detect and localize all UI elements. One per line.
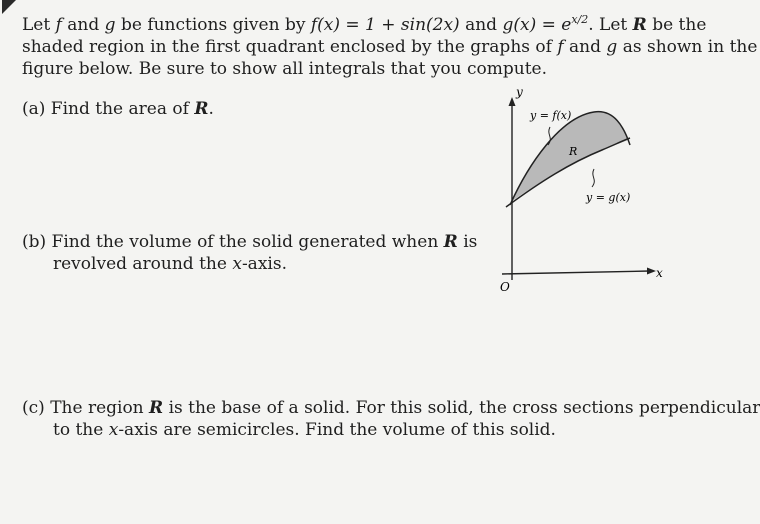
region-figure — [490, 85, 670, 300]
region-label: R — [569, 145, 578, 158]
question-b — [22, 231, 477, 275]
g-definition-base: g(x) = e — [502, 15, 572, 35]
corner-mark — [2, 0, 16, 14]
x-axis — [502, 271, 650, 274]
question-c — [22, 397, 760, 441]
question-a: (a) Find the area of R. — [22, 99, 214, 119]
intro-line-3: figure below. Be sure to show all integrals that you compute. — [22, 59, 548, 79]
question-c-line-1: (c) The region R is the base of a solid. For this solid, the cross sections perpendicular — [22, 398, 760, 418]
intro-line-2: shaded region in the first quadrant enclosed by the graphs of f and g as shown in the — [22, 37, 758, 57]
f-curve-label: y = f(x) — [530, 109, 572, 122]
intro-line-1: Let f and g be functions given by f(x) = 1 + sin(2x) and $g(x) = e^{x/2}$. Let R be the — [22, 13, 707, 35]
g-definition-exponent: x/2 — [571, 13, 589, 26]
g-label-pointer — [592, 169, 594, 187]
x-axis-arrow-icon — [647, 268, 656, 275]
origin-label: O — [500, 280, 510, 294]
var-f: f — [55, 15, 62, 35]
y-axis-label: y — [516, 85, 523, 99]
x-axis-label: x — [656, 266, 663, 280]
question-b-line-2: revolved around the x-axis. — [53, 254, 287, 274]
question-b-line-1: (b) Find the volume of the solid generated when R is — [22, 232, 478, 252]
var-g: g — [104, 15, 116, 35]
var-R: R — [632, 15, 647, 35]
f-definition: f(x) = 1 + sin(2x) — [310, 15, 460, 35]
y-axis-arrow-icon — [509, 97, 516, 106]
problem-statement — [22, 9, 757, 80]
question-c-line-2: to the x-axis are semicircles. Find the volume of this solid. — [53, 420, 556, 440]
g-curve-label: y = g(x) — [586, 191, 631, 204]
